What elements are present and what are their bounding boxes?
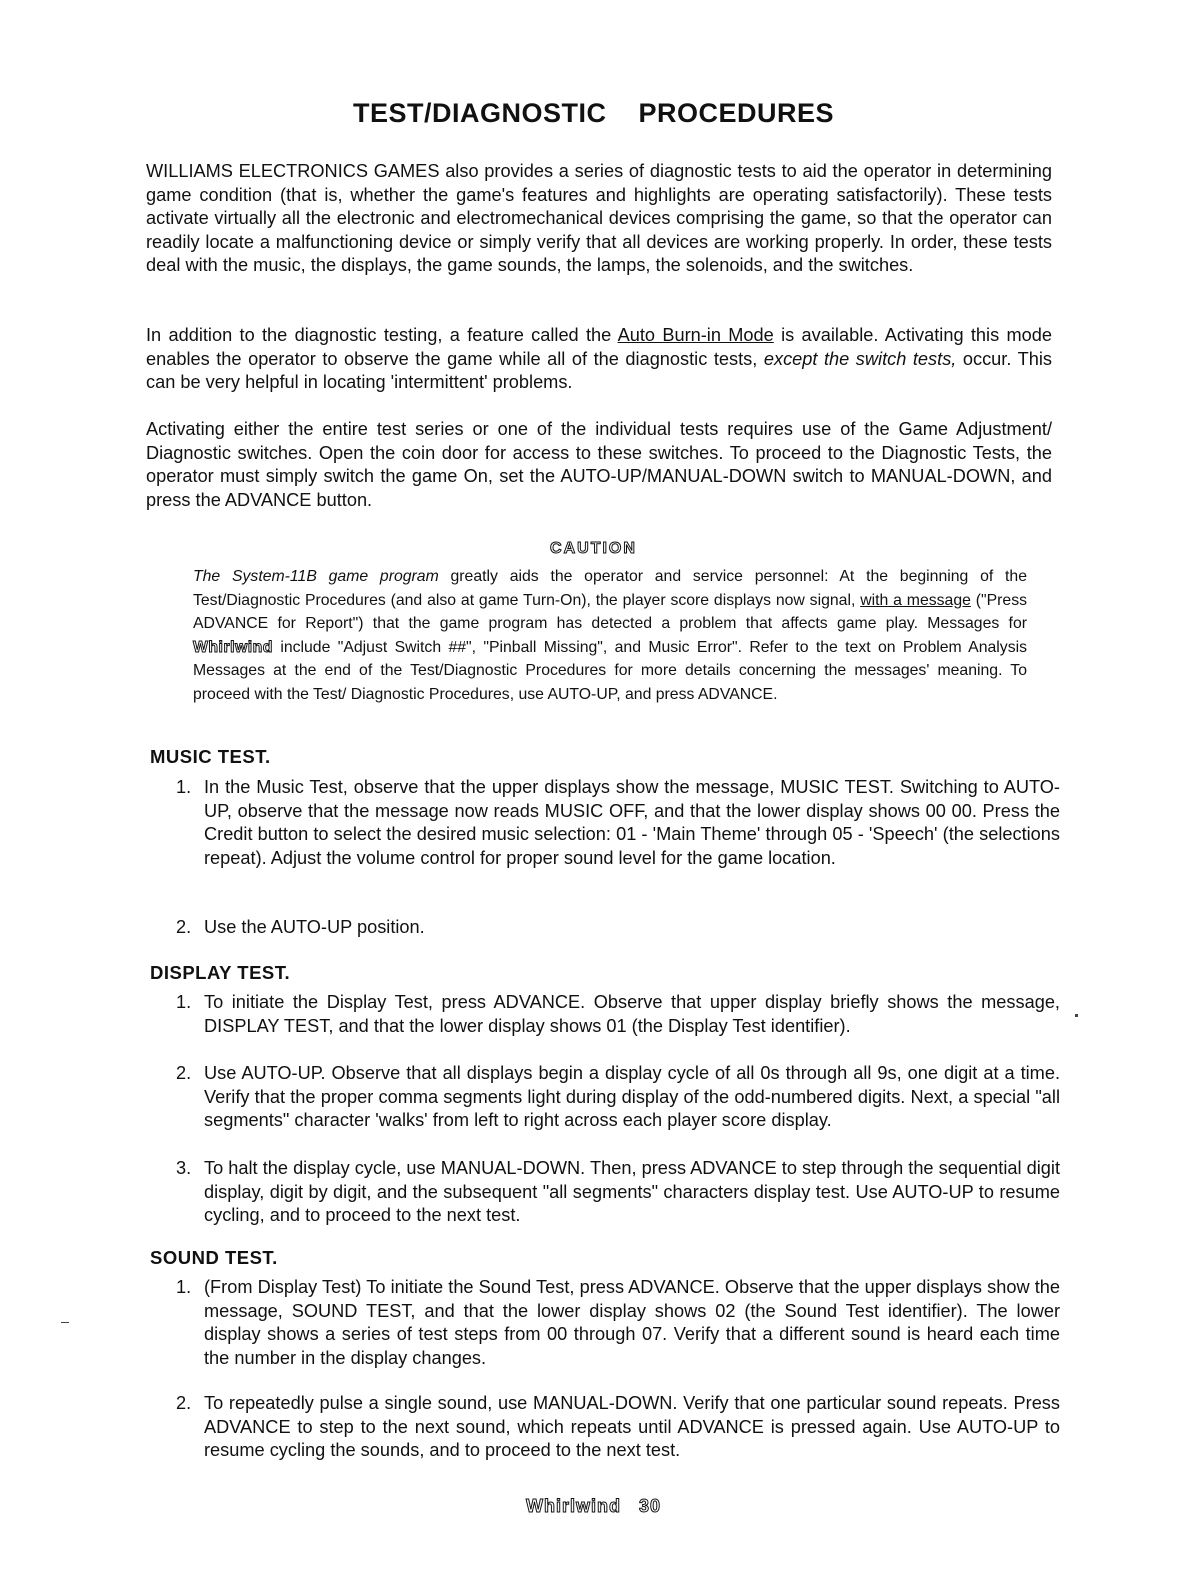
music-test-heading: MUSIC TEST. [150, 746, 271, 767]
auto-burn-in-link: Auto Burn-in Mode [617, 325, 774, 345]
item-text: To halt the display cycle, use MANUAL-DOWN. Then, press ADVANCE to step through the sequential digit display, digit by digit, and the subsequent "all segments" characters display test. Use AUTO-UP to resume cycling, and to proceed to the next test. [204, 1158, 1060, 1225]
caution-lead: The System-11B game program [193, 568, 439, 585]
caution-box [193, 565, 1027, 706]
item-text: Use AUTO-UP. Observe that all displays begin a display cycle of all 0s through all 9s, one digit at a time. Verify that the proper comma segments light during display of the odd-numbered digits. Next, a special "all segments" character 'walks' from left to right across each player score display. [204, 1063, 1060, 1130]
caution-link: with a message [860, 591, 971, 609]
item-number: 2. [176, 917, 192, 937]
caution-text-b: ("Press ADVANCE for Report") that the game program has detected a problem that affects game play. Messages for [193, 591, 1027, 632]
item-number: 2. [176, 1063, 192, 1083]
item-number: 2. [176, 1393, 192, 1413]
intro-paragraph-3: Activating either the entire test series or one of the individual tests requires use of the Game Adjustment/ Diagnostic switches. Open the coin door for access to these switches. To proceed to the Diagnostic Tests, the operator must simply switch the game On, set the AUTO-UP/MANUAL-DOWN switch to MANUAL-DOWN, and press the ADVANCE button. [146, 419, 1052, 510]
title-part-1: TEST/DIAGNOSTIC [352, 98, 607, 128]
music-item-1 [176, 776, 1060, 870]
p2-emphasis: except the switch tests, [763, 348, 957, 369]
p2-text-a: In addition to the diagnostic testing, a feature called the [146, 325, 618, 345]
scan-speck [1075, 1014, 1078, 1017]
intro-paragraph-2 [146, 324, 1052, 395]
scan-speck [61, 1322, 69, 1323]
item-number: 1. [176, 992, 192, 1012]
display-item-2 [176, 1062, 1060, 1133]
footer-game-name: Whirlwind [525, 1496, 621, 1516]
sound-test-heading: SOUND TEST. [150, 1247, 278, 1268]
item-text: To initiate the Display Test, press ADVANCE. Observe that upper display briefly shows the message, DISPLAY TEST, and that the lower display shows 01 (the Display Test identifier). [204, 992, 1060, 1036]
caution-heading: CAUTION [550, 540, 637, 557]
page-number: 30 [638, 1496, 662, 1516]
caution-text-c: include "Adjust Switch ##", "Pinball Missing", and Music Error". Refer to the text on Problem Analysis Messages at the end of the Test/Diagnostic Procedures for more details concerning the messages' meaning. To proceed with the Test/ Diagnostic Procedures, use AUTO-UP, and press ADVANCE. [193, 638, 1027, 703]
page-footer [0, 1496, 1187, 1517]
item-text: Use the AUTO-UP position. [204, 917, 425, 937]
display-item-3 [176, 1157, 1060, 1228]
sound-item-1 [176, 1276, 1060, 1370]
display-test-heading: DISPLAY TEST. [150, 962, 291, 983]
music-item-2 [176, 916, 1060, 940]
page-title [0, 98, 1187, 129]
item-number: 1. [176, 777, 192, 797]
p2-text-c: occur. This can be very helpful in locating 'intermittent' problems. [146, 348, 1052, 392]
caution-game-name: Whirlwind [193, 638, 273, 656]
item-number: 3. [176, 1158, 192, 1178]
item-text: (From Display Test) To initiate the Sound Test, press ADVANCE. Observe that the upper displays show the message, SOUND TEST, and that the lower display shows 02 (the Sound Test identifier). The lower display shows a series of test steps from 00 through 07. Verify that a different sound is heard each time the number in the display changes. [204, 1277, 1060, 1368]
title-part-2: PROCEDURES [638, 98, 835, 128]
item-number: 1. [176, 1277, 192, 1297]
intro-paragraph-1: WILLIAMS ELECTRONICS GAMES also provides a series of diagnostic tests to aid the operator in determining game condition (that is, whether the game's features and highlights are operating satisfactorily). These tests activate virtually all the electronic and electromechanical devices comprising the game, so that the operator can readily locate a malfunctioning device or simply verify that all devices are working properly. In order, these tests deal with the music, the displays, the game sounds, the lamps, the solenoids, and the switches. [146, 161, 1052, 275]
caution-text-a: greatly aids the operator and service personnel: At the beginning of the Test/Diagnostic Procedures (and also at game Turn-On), the player score displays now signal, [193, 568, 1027, 609]
item-text: In the Music Test, observe that the upper displays show the message, MUSIC TEST. Switching to AUTO-UP, observe that the message now reads MUSIC OFF, and that the lower display shows 00 00. Press the Credit button to select the desired music selection: 01 - 'Main Theme' through 05 - 'Speech' (the selections repeat). Adjust the volume control for proper sound level for the game location. [204, 777, 1060, 868]
item-text: To repeatedly pulse a single sound, use MANUAL-DOWN. Verify that one particular sound repeats. Press ADVANCE to step to the next sound, which repeats until ADVANCE is pressed again. Use AUTO-UP to resume cycling the sounds, and to proceed to the next test. [204, 1393, 1060, 1460]
p2-text-b: is available. Activating this mode enables the operator to observe the game while all of the diagnostic tests, [146, 325, 1052, 369]
sound-item-2 [176, 1392, 1060, 1463]
display-item-1 [176, 991, 1060, 1038]
